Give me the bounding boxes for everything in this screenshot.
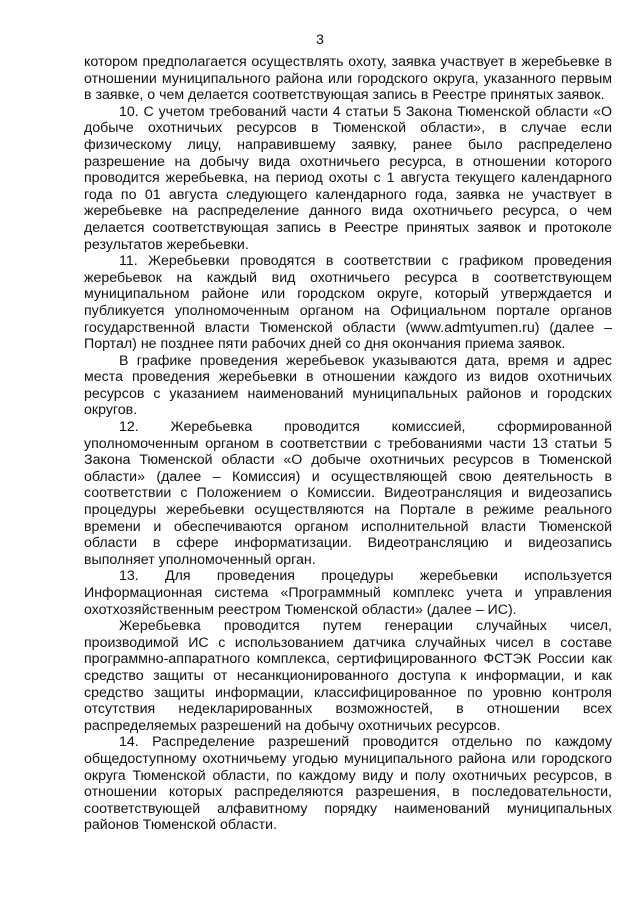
paragraph-item-11: 11. Жеребьевки проводятся в соответствии с графиком проведения жеребьевок на каждый вид охотничьего ресурса в соответствующем муниципальном районе или городском округе, который утверждается и публикуется уполномоченным органом на Официальном портале органов государственной власти Тюменской области (www.admtyumen.ru) (далее – Портал) не позднее пяти рабочих дней со дня окончания приема заявок. [84,253,612,353]
paragraph-continuation: котором предполагается осуществлять охоту, заявка участвует в жеребьевке в отношении муниципального района или городского округа, указанного первым в заявке, о чем делается соответствующая запись в Реестре принятых заявок. [84,54,612,104]
document-body [84,54,612,834]
paragraph-random-generation: Жеребьевка проводится путем генерации случайных чисел, производимой ИС с использованием датчика случайных чисел в составе программно-аппаратного комплекса, сертифицированного ФСТЭК России как средство защиты от несанкционированного доступа к информации, и как средство защиты информации, классифицированное по уровню контроля отсутствия недекларированных возможностей, в отношении всех распределяемых разрешений на добычу охотничьих ресурсов. [84,618,612,734]
paragraph-item-10: 10. С учетом требований части 4 статьи 5 Закона Тюменской области «О добыче охотничьих ресурсов в Тюменской области», в случае если физическому лицу, направившему заявку, ранее было распределено разрешение на добычу вида охотничьего ресурса, в отношении которого проводится жеребьевка, на период охоты с 1 августа текущего календарного года по 01 августа следующего календарного года, заявка не участвует в жеребьевке на распределение данного вида охотничьего ресурса, о чем делается соответствующая запись в Реестре принятых заявок и протоколе результатов жеребьевки. [84,103,612,253]
paragraph-item-14: 14. Распределение разрешений проводится отдельно по каждому общедоступному охотничьему угодью муниципального района или городского округа Тюменской области, по каждому виду и полу охотничьих ресурсов, в отношении которых распределяются разрешения, в последовательности, соответствующей алфавитному порядку наименований муниципальных районов Тюменской области. [84,734,612,834]
paragraph-item-12: 12. Жеребьевка проводится комиссией, сформированной уполномоченным органом в соответствии с требованиями части 13 статьи 5 Закона Тюменской области «О добыче охотничьих ресурсов в Тюменской области» (далее – Комиссия) и осуществляющей свою деятельность в соответствии с Положением о Комиссии. Видеотрансляция и видеозапись процедуры жеребьевки осуществляются на Портале в режиме реального времени и обеспечиваются органом исполнительной власти Тюменской области в сфере информатизации. Видеотрансляцию и видеозапись выполняет уполномоченный орган. [84,419,612,568]
page-number: 3 [316,31,324,47]
paragraph-item-13: 13. Для проведения процедуры жеребьевки используется Информационная система «Программный комплекс учета и управления охотхозяйственным реестром Тюменской области» (далее – ИС). [84,568,612,618]
paragraph-schedule-details: В графике проведения жеребьевок указываются дата, время и адрес места проведения жеребьевки в отношении каждого из видов охотничьих ресурсов с указанием наименований муниципальных районов и городских округов. [84,352,612,419]
